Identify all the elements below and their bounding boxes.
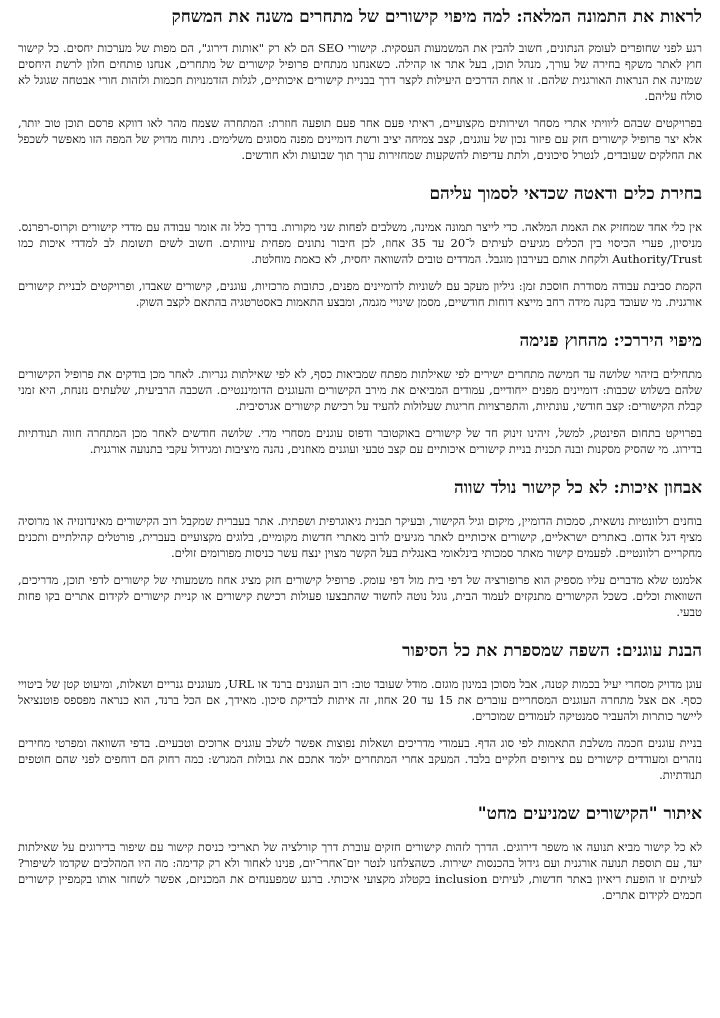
paragraph: עוגן מדויק מסחרי יעיל בכמות קטנה, אבל מסוכן במינון מוגזם. מודל שעובד טוב: רוב העוגנים ברנד או URL, מעוגנים גנריים ושאלות, ומיעוט קטן של ביטויי כסף. אם אצל מתחרה העוגנים המסחריים עוברים את 15 עד 20 אחוז, זה איתות לבדיקת סיכון. מאידך, אם הכל ברנד, הוא כנראה מפספס פוטנציאל ליישר כותרות ולהעביר סמנטיקה לעמודים שמוכרים. xyxy=(18,677,703,723)
paragraph: בפרויקטים שבהם ליוויתי אתרי מסחר ושירותים מקצועיים, ראיתי פעם אחר פעם תופעה חוזרת: המתחרה שצמח מהר לאו דווקא פרסם תוכן טוב יותר, אלא יצר פרופיל קישורים חזק עם פיזור נכון של עוגנים, קצב צמיחה יציב ורשת דומיינים מפנה מסוגים משלימים. ניתוח מדויק של המפה הזו מאפשר לשכפל את החלקים שעובדים, לנטרל סיכונים, ולתת עדיפות להשקעות שמחזירות ערך תוך שבועות ולא חודשים. xyxy=(18,116,702,162)
section-heading: בחירת כלים ודאטה שכדאי לסמוך עליהם xyxy=(429,184,702,204)
paragraph: בוחנים רלוונטיות נושאית, סמכות הדומיין, מיקום וגיל הקישור, ובעיקר תבנית גיאוגרפית ושפתית. אתר בעברית שמקבל רוב הקישורים מאינדונזיה או מרוסיה מציף דגל אדום. באתרים ישראליים, קישורים איכותיים לאתר מגיעים לרוב מאתרי חדשות מקומיים, בלוגים מקצועיים בעברית, פורטלים קהילתיים ותכנים מחקריים רלוונטיים. לפעמים קישור מאתר סמכותי בינלאומי באנגלית בעל הקשר מצוין ינצח עשר כניסות מפורומים זולים. xyxy=(18,514,702,560)
section-heading: אבחון איכות: לא כל קישור נולד שווה xyxy=(454,478,702,498)
section-full-picture xyxy=(18,6,702,163)
paragraph: אלמנט שלא מדברים עליו מספיק הוא פרופורציה של דפי בית מול דפי עומק. פרופיל קישורים חזק מציג אחוז משמעותי של קישורים לדפי תוכן, מדריכים, השוואות וכלים. כשכל הקישורים מתנקזים לעמוד הבית, גוגל נוטה לחשוד שהתבצעו פעולות רכישת קישורים או קניית קישורים לקידום אתרים בקו פחות טבעי. xyxy=(18,573,702,619)
section-heading: מיפוי היררכי: מהחוץ פנימה xyxy=(519,331,702,351)
paragraph: מתחילים בזיהוי שלושה עד חמישה מתחרים ישירים לפי שאילתות מפתח שמביאות כסף, לא לפי שאילתות גנריות. לאחר מכן בודקים את פרופיל הקישורים שלהם בשלוש שכבות: דומיינים מפנים ייחודיים, עמודים המביאים את מירב הקישורים והעוגנים הדומיננטיים. השכבה הרביעית, שלעתים נזנחת, היא זמני קבלת הקישורים: קצב חודשי, עונתיות, והתפרצויות חריגות שעלולות להעיד על רכישת קישורים אגרסיבית. xyxy=(18,367,702,413)
section-quality-diagnosis xyxy=(18,477,702,620)
section-needle-moving-links xyxy=(18,803,702,903)
paragraph: הקמת סביבת עבודה מסודרת חוסכת זמן: גיליון מעקב עם לשוניות לדומיינים מפנים, כתובות מרכזיות, עוגנים, קישורים שאבדו, ופרויקטים לבניית קישורים אורגנית. מי שעובד בקנה מידה רחב מייצא דוחות חודשיים, מסמן שינויי מגמה, ומבצע התאמות באסטרטגיה בהתאם לקצב השוק. xyxy=(18,279,702,309)
paragraph: לא כל קישור מביא תנועה או משפר דירוגים. הדרך לזהות קישורים חזקים עוברת דרך קורלציה של תאריכי כניסת קישור עם שיפור בדירוגים על שאילתות יעד, עם תוספת תנועה אורגנית ועם גידול בהכנסות ישירות. כשהצלחנו לנטר יום־אחרי־יום, פנינו לאחור ולא רק קדימה: מה היו המהלכים שקדמו לשיפור? לעיתים זו הופעת ריאיון באתר חדשות, לעיתים inclusion בקטלוג מקצועי איכותי. ברגע שמפענחים את המכניזם, אפשר לשחזר אותו בקמפיין קישורים חכמים לקידום אתרים. xyxy=(18,840,702,902)
section-tools-and-data xyxy=(18,183,702,310)
paragraph: בפרויקט בתחום הפינטק, למשל, זיהינו זינוק חד של קישורים באוקטובר ודפוס עוגנים מסחרי מדי. שלושה חודשים לאחר מכן המתחרה חווה תנודתיות בדירוג. מי שהסיק מסקנות ובנה תכנית בניית קישורים איכותיים עם קצב טבעי ועוגנים מאוזנים, נהנה מיציבות ומגידול עקבי בתנועה אורגנית. xyxy=(18,426,702,456)
section-heading: הבנת עוגנים: השפה שמספרת את כל הסיפור xyxy=(402,641,702,661)
section-heading: איתור "הקישורים שמניעים מחט" xyxy=(477,804,702,824)
section-heading: לראות את התמונה המלאה: למה מיפוי קישורים של מתחרים משנה את המשחק xyxy=(171,7,702,27)
section-anchors xyxy=(18,640,702,783)
section-hierarchical-mapping xyxy=(18,330,702,457)
paragraph: בניית עוגנים חכמה משלבת התאמות לפי סוג הדף. בעמודי מדריכים ושאלות נפוצות אפשר לשלב עוגנים ארוכים וטבעיים. בדפי השוואה ומפרטי מחירים נזהרים ומעודדים קישורים עם צירופים חלקיים בלבד. המעקב אחרי המתחרים ילמד אתכם את גבולות המגרש: כמה רחוק הם דוחפים לפני שהם חוטפים תנודתיות. xyxy=(18,736,702,782)
paragraph: אין כלי אחד שמחזיק את האמת המלאה. כדי לייצר תמונה אמינה, משלבים לפחות שני מקורות. בדרך כלל זה אומר עבודה עם מדדי קישורים וקרוס-רפרנס. מניסיון, פערי הכיסוי בין הכלים מגיעים לעיתים ל־20 עד 35 אחוז, לכן חיבור נתונים מפחית עיוותים. חשוב לשים תשומת לב למדדי איכות כמו Authority/Trust ולקחת אותם בעירבון מוגבל. המדדים טובים להשוואה יחסית, לא כאמת מוחלטת. xyxy=(18,220,703,266)
paragraph: רגע לפני שחופרים לעומק הנתונים, חשוב להבין את המשמעות העסקית. קישורי SEO הם לא רק "אותות דירוג", הם מפות של מערכות יחסים. כל קישור חוץ לאתר משקף בחירה של עורך, מנהל תוכן, בעל אתר או קהילה. כשאנחנו מנתחים פרופיל קישורים של מתחרים, אנחנו פותחים חלון לרשת היחסים שמזינה את הנראות האורגנית שלהם. זו אחת הדרכים היעילות לקצר דרך בבניית קישורים איכותיים, לגלות הזדמנויות חכמות ולזהות חורי אבטחה שגוגל לא סולח עליהם. xyxy=(18,41,703,103)
